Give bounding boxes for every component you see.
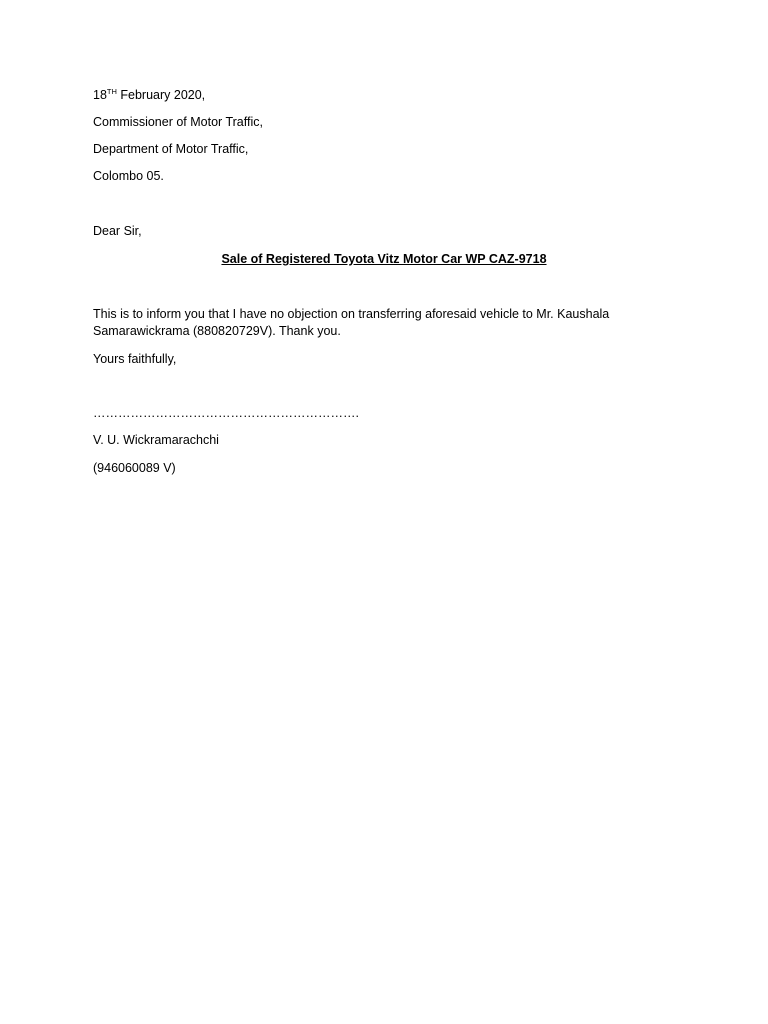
signatory-name: V. U. Wickramarachchi (93, 433, 219, 447)
signature-line: ………………………………………………………. (93, 406, 359, 420)
date-day: 18 (93, 88, 107, 102)
recipient-department: Department of Motor Traffic, (93, 142, 249, 156)
letter-date (93, 87, 205, 104)
date-suffix: TH (106, 87, 117, 96)
letter-body (93, 306, 653, 340)
letter-subject: Sale of Registered Toyota Vitz Motor Car WP CAZ-9718 (221, 252, 547, 266)
recipient-city: Colombo 05. (93, 169, 164, 183)
body-line: This is to inform you that I have no objection on transferring aforesaid vehicle to Mr. Kaushala (93, 307, 610, 321)
body-line: Samarawickrama (880820729V). Thank you. (93, 324, 341, 338)
recipient-title: Commissioner of Motor Traffic, (93, 115, 263, 129)
signatory-id: (946060089 V) (93, 461, 176, 475)
salutation: Dear Sir, (93, 224, 142, 238)
closing: Yours faithfully, (93, 352, 177, 366)
date-month-year: February 2020, (116, 88, 206, 102)
